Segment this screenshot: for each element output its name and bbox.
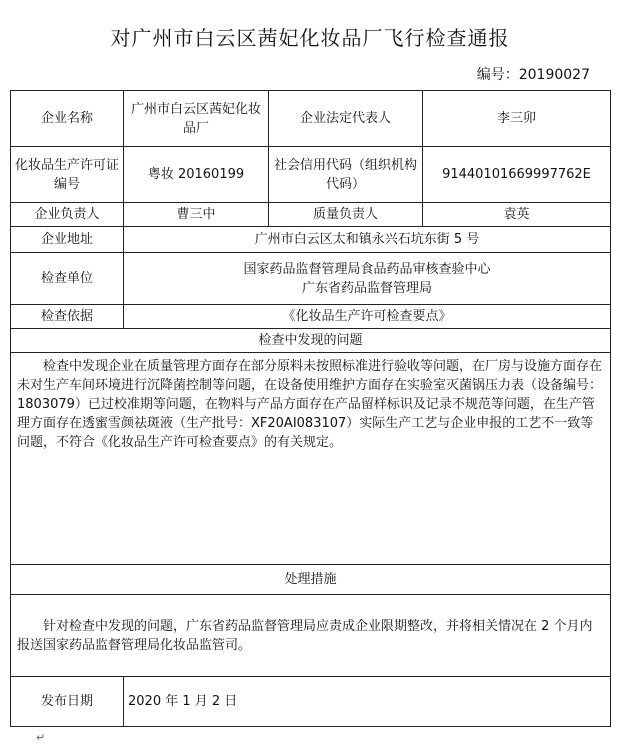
basis-label: 检查依据	[11, 305, 124, 329]
table-row	[11, 227, 611, 253]
company-name-value: 广州市白云区茜妃化妆品厂	[124, 91, 269, 147]
quality-label: 质量负责人	[269, 203, 423, 227]
address-label: 企业地址	[11, 227, 124, 253]
company-name-label: 企业名称	[11, 91, 124, 147]
measures-cell	[11, 595, 611, 677]
table-row	[11, 595, 611, 677]
inspector-line-1: 国家药品监督管理局食品药品审核查验中心	[243, 261, 491, 277]
inspector-line-2: 广东省药品监督管理局	[301, 280, 432, 296]
problems-text: 检查中发现企业在质量管理方面存在部分原料未按照标准进行验收等问题，在厂房与设施方面存在未对生产车间环境进行沉降菌控制等问题，在设备使用维护方面存在实验室灭菌锅压力表（设备编号：1803079）已过校准期等问题，在物料与产品方面存在产品留样标识及记录不规范等问题，在生产管理方面存在透蜜雪颜祛斑液（生产批号：XF20AI083107）实际生产工艺与企业申报的工艺不一致等问题，不符合《化妆品生产许可检查要点》的有关规定。	[17, 359, 603, 450]
legal-rep-label: 企业法定代表人	[269, 91, 423, 147]
principal-value: 曹三中	[124, 203, 269, 227]
table-row	[11, 329, 611, 353]
address-value: 广州市白云区太和镇永兴石坑东街 5 号	[124, 227, 611, 253]
credit-code-value: 91440101669997762E	[423, 147, 611, 203]
table-row	[11, 147, 611, 203]
measures-text: 针对检查中发现的问题，广东省药品监督管理局应责成企业限期整改，并将相关情况在 2 个月内报送国家药品监督管理局化妆品监管司。	[17, 618, 593, 653]
license-value: 粤妆 20160199	[124, 147, 269, 203]
problems-header: 检查中发现的问题	[11, 329, 611, 353]
paragraph-mark-icon: ↵	[36, 731, 46, 744]
basis-value: 《化妆品生产许可检查要点》	[124, 305, 611, 329]
table-row	[11, 565, 611, 595]
table-row	[11, 91, 611, 147]
table-row	[11, 253, 611, 305]
inspector-value	[124, 253, 611, 305]
table-row	[11, 677, 611, 727]
page-title: 对广州市白云区茜妃化妆品厂飞行检查通报	[110, 26, 510, 50]
problems-cell	[11, 353, 611, 565]
credit-code-label: 社会信用代码（组织机构代码）	[269, 147, 423, 203]
measures-header: 处理措施	[11, 565, 611, 595]
report-number: 编号：20190027	[476, 67, 590, 83]
legal-rep-value: 李三卯	[423, 91, 611, 147]
report-table	[10, 90, 611, 727]
table-row	[11, 203, 611, 227]
table-row	[11, 305, 611, 329]
date-value: 2020 年 1 月 2 日	[124, 677, 611, 727]
license-label: 化妆品生产许可证编号	[11, 147, 124, 203]
table-row	[11, 353, 611, 565]
date-label: 发布日期	[11, 677, 124, 727]
principal-label: 企业负责人	[11, 203, 124, 227]
quality-value: 袁英	[423, 203, 611, 227]
inspector-label: 检查单位	[11, 253, 124, 305]
